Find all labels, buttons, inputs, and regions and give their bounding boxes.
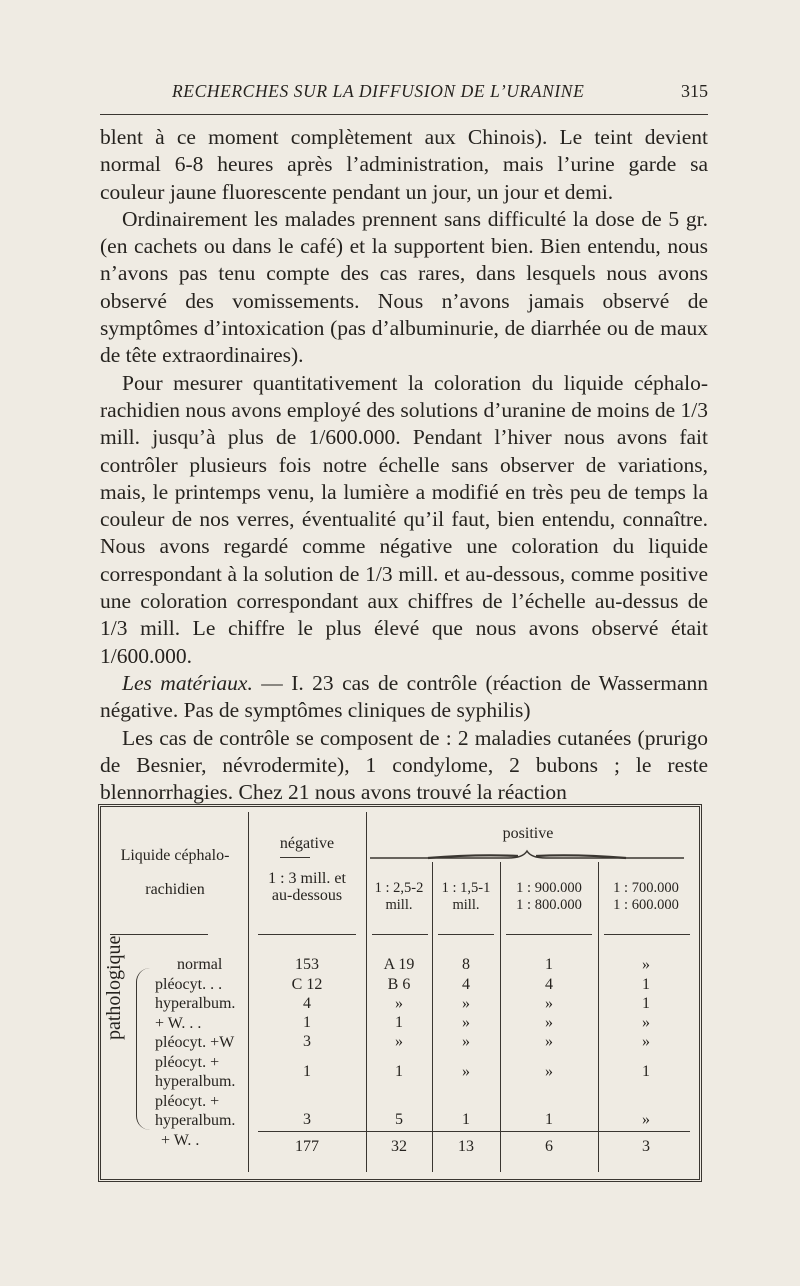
total-cell: 32 (391, 1138, 407, 1155)
table-cell: 1 (545, 1111, 553, 1128)
total-cell: 177 (295, 1138, 319, 1155)
row-label: pléocyt. + (155, 1053, 220, 1071)
positive-col-header: 1 : 800.000 (516, 897, 582, 913)
row-label: normal (177, 956, 223, 973)
table-cell: 153 (295, 956, 319, 973)
table-cell: » (642, 956, 650, 973)
paragraph (100, 670, 708, 725)
table-cell: 4 (303, 995, 311, 1012)
row-brace (136, 968, 151, 1130)
header-rule (100, 114, 708, 115)
row-label: hyperalbum. (155, 1112, 236, 1129)
row-label: pléocyt. . . (155, 975, 223, 993)
row-label: pléocyt. + (155, 1092, 220, 1110)
row-label: pléocyt. +W (155, 1034, 235, 1051)
table-cell: 1 (462, 1111, 470, 1128)
table-cell: » (545, 1014, 553, 1031)
total-cell: 13 (458, 1138, 474, 1155)
section-lead-italic: Les matériaux. (122, 670, 253, 695)
table-cell: » (642, 1033, 650, 1050)
header-underline (604, 934, 690, 935)
table-cell: » (642, 1014, 650, 1031)
positive-col-header: 1 : 1,5-1 (441, 880, 491, 896)
table-cell: 3 (303, 1111, 311, 1128)
positive-brace (368, 848, 686, 862)
row-header-line: rachidien (145, 881, 205, 898)
running-title: RECHERCHES SUR LA DIFFUSION DE L’URANINE (172, 81, 585, 101)
negative-sub: 1 : 3 mill. et (268, 870, 346, 887)
negative-header: négative (279, 835, 335, 852)
table-cell: » (462, 1063, 470, 1080)
running-head (100, 81, 708, 111)
section-lead-rest: — I. 23 cas de contrôle (réaction de Wassermann négative. Pas de symptômes cliniques de syphilis) (100, 670, 708, 723)
table-cell: » (462, 1014, 470, 1031)
table-cell: » (642, 1111, 650, 1128)
table-cell: 1 (303, 1014, 311, 1031)
header-underline (438, 934, 494, 935)
table-cell: A 19 (383, 956, 415, 973)
positive-col-header: 1 : 2,5-2 (374, 880, 424, 896)
table-cell: » (395, 995, 403, 1012)
total-cell: 6 (545, 1138, 553, 1155)
paragraph: Ordinairement les malades prennent sans difficulté la dose de 5 gr. (en cachets ou dans le café) et la supportent bien. Bien entendu, nous n’avons pas tenu compte des cas rares, dans lesquels nous avons observé des vomissements. Nous n’avons jamais observé de symptômes d’intoxication (pas d’albuminurie, de diarrhée ou de maux de tête extraordinaires). (100, 206, 708, 368)
paragraph: Pour mesurer quantitativement la coloration du liquide céphalo-rachidien nous avons employé des solutions d’uranine de moins de 1/3 mill. jusqu’à plus de 1/600.000. Pendant l’hiver nous avons fait contrôler plusieurs fois notre échelle sans observer de variations, mais, le printemps venu, la lumière a modifié en très peu de temps la couleur de nos verres, éventualité qu’il faut, bien entendu, connaître. Nous avons regardé comme négative une coloration du liquide correspondant à la solution de 1/3 mill. et au-dessous, comme positive une coloration correspondant aux chiffres de l’échelle au-dessus de 1/3 mill. Le chiffre le plus élevé que nous avons observé était 1/600.000. (100, 370, 708, 668)
row-labels (155, 955, 235, 1150)
positive-col-header: 1 : 900.000 (516, 880, 582, 896)
total-rule (258, 1131, 690, 1132)
table-cell: » (545, 1063, 553, 1080)
column-rule (248, 812, 249, 1172)
row-label: hyperalbum. (155, 1073, 236, 1090)
table-cell: C 12 (291, 976, 323, 993)
table-cell: 1 (303, 1063, 311, 1080)
table-cell: 1 (395, 1063, 403, 1080)
table-cell: 1 (642, 995, 650, 1012)
table-cell: 3 (303, 1033, 311, 1050)
negative-sub: au-dessous (271, 887, 343, 904)
positive-col-header: 1 : 600.000 (613, 897, 679, 913)
paragraph: blent à ce moment complètement aux Chinois). Le teint devient normal 6-8 heures après l’administration, mais l’urine garde sa couleur jaune fluorescente pendant un jour, un jour et demi. (100, 125, 708, 204)
table-cell: » (462, 1033, 470, 1050)
table-cell: 4 (545, 976, 553, 993)
positive-col-header: mill. (452, 897, 480, 913)
table-cell: 1 (642, 976, 650, 993)
row-label: + W. . (161, 1131, 200, 1149)
positive-header: positive (502, 825, 554, 842)
table-cell: 8 (462, 956, 470, 973)
table-cell: B 6 (387, 976, 411, 993)
table-cell: 1 (395, 1014, 403, 1031)
body-text (100, 124, 708, 806)
row-header-line: Liquide céphalo- (120, 847, 230, 864)
page-number: 315 (681, 81, 708, 101)
positive-col-header: 1 : 700.000 (613, 880, 679, 896)
table-cell: » (545, 995, 553, 1012)
row-label: + W. . . (155, 1014, 202, 1032)
vertical-label-pathologique: pathologique (103, 935, 125, 1040)
total-cell: 3 (642, 1138, 650, 1155)
table-cell: » (395, 1033, 403, 1050)
table-cell: 5 (395, 1111, 403, 1128)
header-underline (258, 934, 356, 935)
table-cell: 1 (642, 1063, 650, 1080)
header-underline (372, 934, 428, 935)
positive-col-header: mill. (385, 897, 413, 913)
row-label: hyperalbum. (155, 995, 236, 1012)
table-cell: 4 (462, 976, 470, 993)
table-cell: » (462, 995, 470, 1012)
table-cell: 1 (545, 956, 553, 973)
paragraph: Les cas de contrôle se composent de : 2 maladies cutanées (prurigo de Besnier, névrodermite), 1 condylome, 2 bubons ; le reste blennorrhagies. Chez 21 nous avons trouvé la réaction (100, 725, 708, 805)
negative-dash (280, 857, 310, 858)
table-cell: » (545, 1033, 553, 1050)
header-underline (506, 934, 592, 935)
